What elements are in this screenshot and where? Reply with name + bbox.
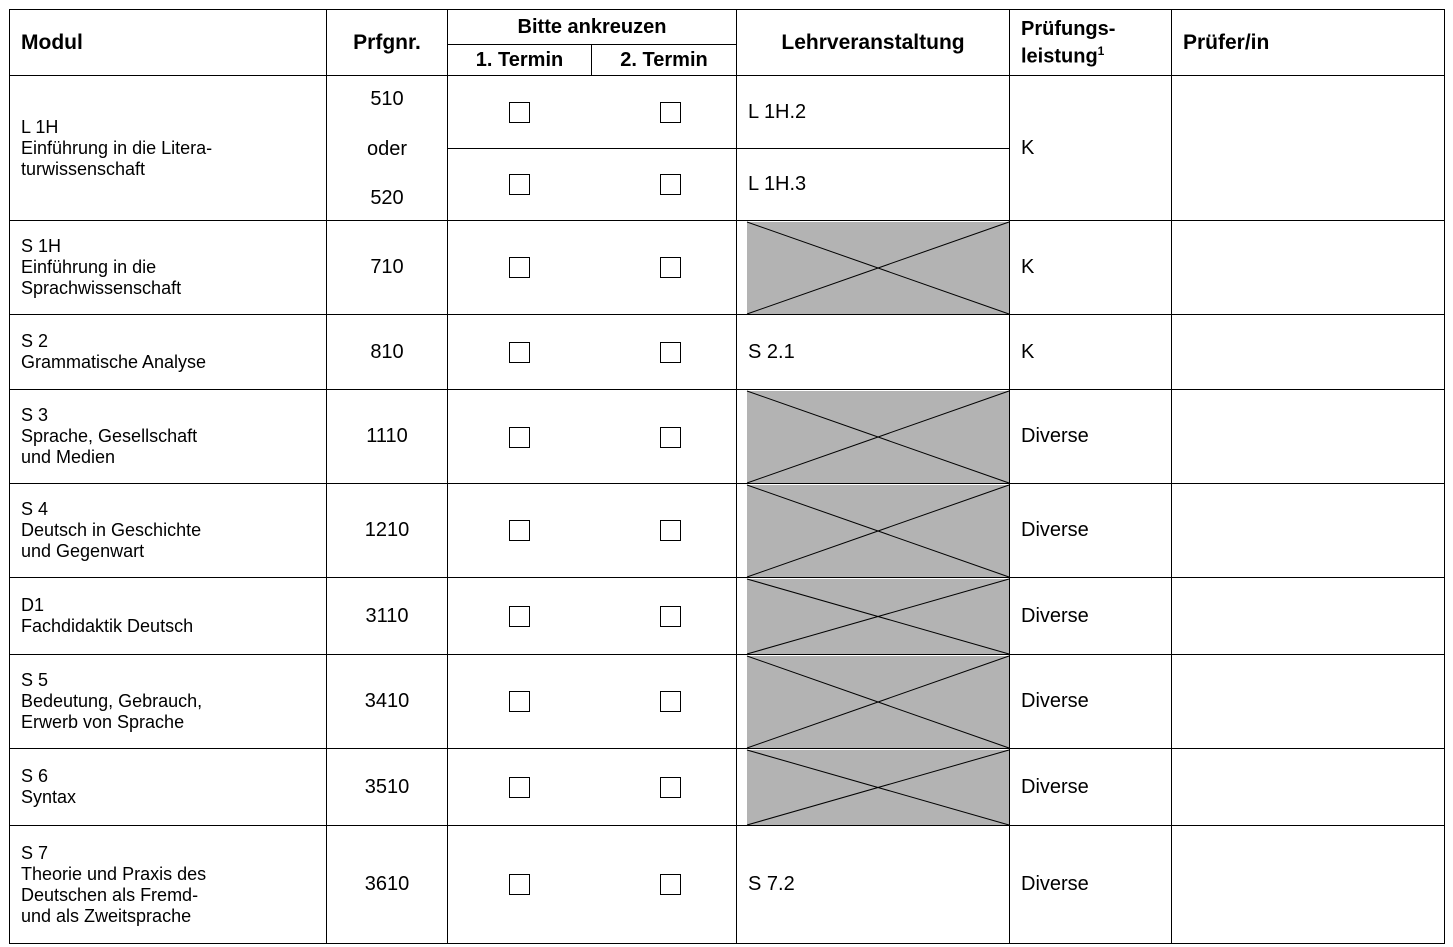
grid-line [9, 9, 10, 944]
prfgnr-520: 520 [370, 187, 404, 209]
checkbox-s3-termin-2[interactable] [660, 427, 681, 448]
row-s3-module [10, 390, 326, 483]
module-name-line: Theorie und Praxis des [21, 863, 207, 884]
module-name-line: Deutsch in Geschichte [21, 520, 202, 540]
cross-mark [747, 391, 1009, 483]
checkbox-l1h3-termin-1[interactable] [509, 174, 530, 195]
pruefer-cell-s3[interactable] [1172, 390, 1444, 483]
row-s7-leistung: Diverse [1021, 873, 1089, 895]
module-code: S 1H [21, 236, 62, 256]
module-code: S 6 [21, 766, 49, 786]
module-name-line: Deutschen als Fremd- [21, 884, 199, 905]
pruefer-cell-s2[interactable] [1172, 315, 1444, 389]
row-s4-leistung: Diverse [1021, 519, 1089, 541]
checkbox-d1-termin-1[interactable] [509, 606, 530, 627]
grid-line [447, 44, 737, 45]
row-d1-module [10, 578, 326, 654]
grid-line [1444, 9, 1445, 944]
module-code: S 2 [21, 331, 49, 351]
header-lehrveranstaltung: Lehrveranstaltung [781, 30, 965, 54]
checkbox-s2-termin-1[interactable] [509, 342, 530, 363]
row-s2-prfgnr: 810 [370, 340, 404, 363]
grid-line [9, 389, 1445, 390]
header-termin-1: 1. Termin [475, 48, 564, 71]
module-name-line: Grammatische Analyse [21, 352, 207, 372]
grid-line [9, 577, 1445, 578]
grid-line [447, 148, 1010, 149]
module-code: L 1H [21, 116, 59, 137]
row-s6-module [10, 749, 326, 825]
pruefer-cell-s5[interactable] [1172, 655, 1444, 748]
module-code: S 7 [21, 842, 49, 863]
module-name-line: Einführung in die Litera- [21, 137, 213, 158]
cross-mark [747, 579, 1009, 654]
pruefer-cell-s4[interactable] [1172, 484, 1444, 577]
checkbox-l1h3-termin-2[interactable] [660, 174, 681, 195]
row-s1h-prfgnr: 710 [370, 256, 404, 278]
grid-line [447, 9, 448, 944]
row-s7-prfgnr: 3610 [364, 873, 410, 895]
grid-line [9, 314, 1445, 315]
row-s2-module [10, 315, 326, 389]
row-l1h-lv-2: L 1H.3 [748, 173, 807, 195]
checkbox-s1h-termin-2[interactable] [660, 257, 681, 278]
checkbox-s5-termin-2[interactable] [660, 691, 681, 712]
pruefer-cell-s7[interactable] [1172, 826, 1444, 943]
row-s7-lv: S 7.2 [748, 873, 795, 895]
checkbox-s7-termin-1[interactable] [509, 874, 530, 895]
row-s2-leistung: K [1021, 340, 1035, 363]
row-s6-prfgnr: 3510 [364, 775, 410, 798]
row-l1h-leistung: K [1021, 136, 1035, 159]
row-s1h-module [10, 221, 326, 314]
checkbox-s1h-termin-1[interactable] [509, 257, 530, 278]
row-s2-lv: S 2.1 [748, 340, 795, 363]
row-s5-prfgnr: 3410 [364, 690, 410, 712]
module-name-line: und Gegenwart [21, 541, 145, 561]
footnote-marker: 1 [1097, 43, 1105, 58]
grid-line [1171, 9, 1172, 944]
header-pruefer: Prüfer/in [1183, 30, 1270, 54]
header-prfgnr: Prfgnr. [353, 30, 421, 54]
checkbox-s4-termin-2[interactable] [660, 520, 681, 541]
prfgnr-oder: oder [366, 137, 408, 160]
checkbox-l1h2-termin-1[interactable] [509, 102, 530, 123]
row-s4-prfgnr: 1210 [364, 519, 410, 541]
row-d1-prfgnr: 3110 [365, 604, 409, 627]
grid-line [9, 748, 1445, 749]
module-name-line: turwissenschaft [21, 158, 146, 179]
checkbox-s5-termin-1[interactable] [509, 691, 530, 712]
header-pruefungsleistung [1010, 10, 1171, 75]
row-l1h-prfgnr [327, 88, 447, 210]
module-name-line: Einführung in die [21, 257, 157, 277]
module-name-line: Syntax [21, 787, 77, 807]
cross-mark [747, 485, 1009, 577]
cross-mark [747, 750, 1009, 825]
grid-line [9, 943, 1445, 944]
header-bitte-ankreuzen: Bitte ankreuzen [517, 15, 667, 38]
module-name-line: Bedeutung, Gebrauch, [21, 691, 203, 711]
pruefer-cell-s6[interactable] [1172, 749, 1444, 825]
row-s5-module [10, 655, 326, 748]
module-code: S 5 [21, 670, 49, 690]
grid-line [1009, 9, 1010, 944]
row-s4-module [10, 484, 326, 577]
checkbox-s7-termin-2[interactable] [660, 874, 681, 895]
row-s3-prfgnr: 1110 [366, 425, 408, 447]
grid-line [9, 75, 1445, 76]
grid-line [591, 44, 592, 75]
grid-line [736, 9, 737, 944]
module-name-line: Fachdidaktik Deutsch [21, 616, 194, 636]
checkbox-s6-termin-2[interactable] [660, 777, 681, 798]
module-name-line: Sprachwissenschaft [21, 278, 182, 298]
header-pruefungsleistung-line1: Prüfungs- [1021, 17, 1116, 40]
row-s6-leistung: Diverse [1021, 775, 1089, 798]
cross-mark [747, 656, 1009, 748]
row-s7-module [10, 826, 326, 943]
row-s3-leistung: Diverse [1021, 425, 1089, 447]
prfgnr-510: 510 [370, 88, 404, 110]
pruefer-cell-l1h[interactable] [1172, 76, 1444, 220]
grid-line [9, 654, 1445, 655]
checkbox-d1-termin-2[interactable] [660, 606, 681, 627]
row-l1h-module [10, 76, 326, 220]
row-s5-leistung: Diverse [1021, 690, 1089, 712]
header-pruefungsleistung-line2: leistung$^1$ [1021, 43, 1105, 68]
grid-line [326, 9, 327, 944]
pruefer-cell-s1h[interactable] [1172, 221, 1444, 314]
grid-line [9, 220, 1445, 221]
module-name-line: Sprache, Gesellschaft [21, 426, 198, 446]
checkbox-s6-termin-1[interactable] [509, 777, 530, 798]
row-l1h-lv-1: L 1H.2 [748, 100, 807, 123]
pruefer-cell-d1[interactable] [1172, 578, 1444, 654]
row-d1-leistung: Diverse [1021, 604, 1089, 627]
checkbox-s2-termin-2[interactable] [660, 342, 681, 363]
grid-line [9, 9, 1445, 10]
module-name-line: und als Zweitsprache [21, 905, 192, 926]
cross-mark [747, 222, 1009, 314]
checkbox-s3-termin-1[interactable] [509, 427, 530, 448]
module-name-line: Erwerb von Sprache [21, 712, 185, 732]
header-modul: Modul [21, 30, 83, 54]
header-termin-2: 2. Termin [620, 48, 708, 71]
module-code: S 4 [21, 499, 49, 519]
grid-line [9, 825, 1445, 826]
checkbox-s4-termin-1[interactable] [509, 520, 530, 541]
row-s1h-leistung: K [1021, 256, 1035, 278]
grid-line [9, 483, 1445, 484]
module-code: S 3 [21, 405, 49, 425]
module-code: D1 [21, 595, 45, 615]
module-name-line: und Medien [21, 447, 116, 467]
checkbox-l1h2-termin-2[interactable] [660, 102, 681, 123]
